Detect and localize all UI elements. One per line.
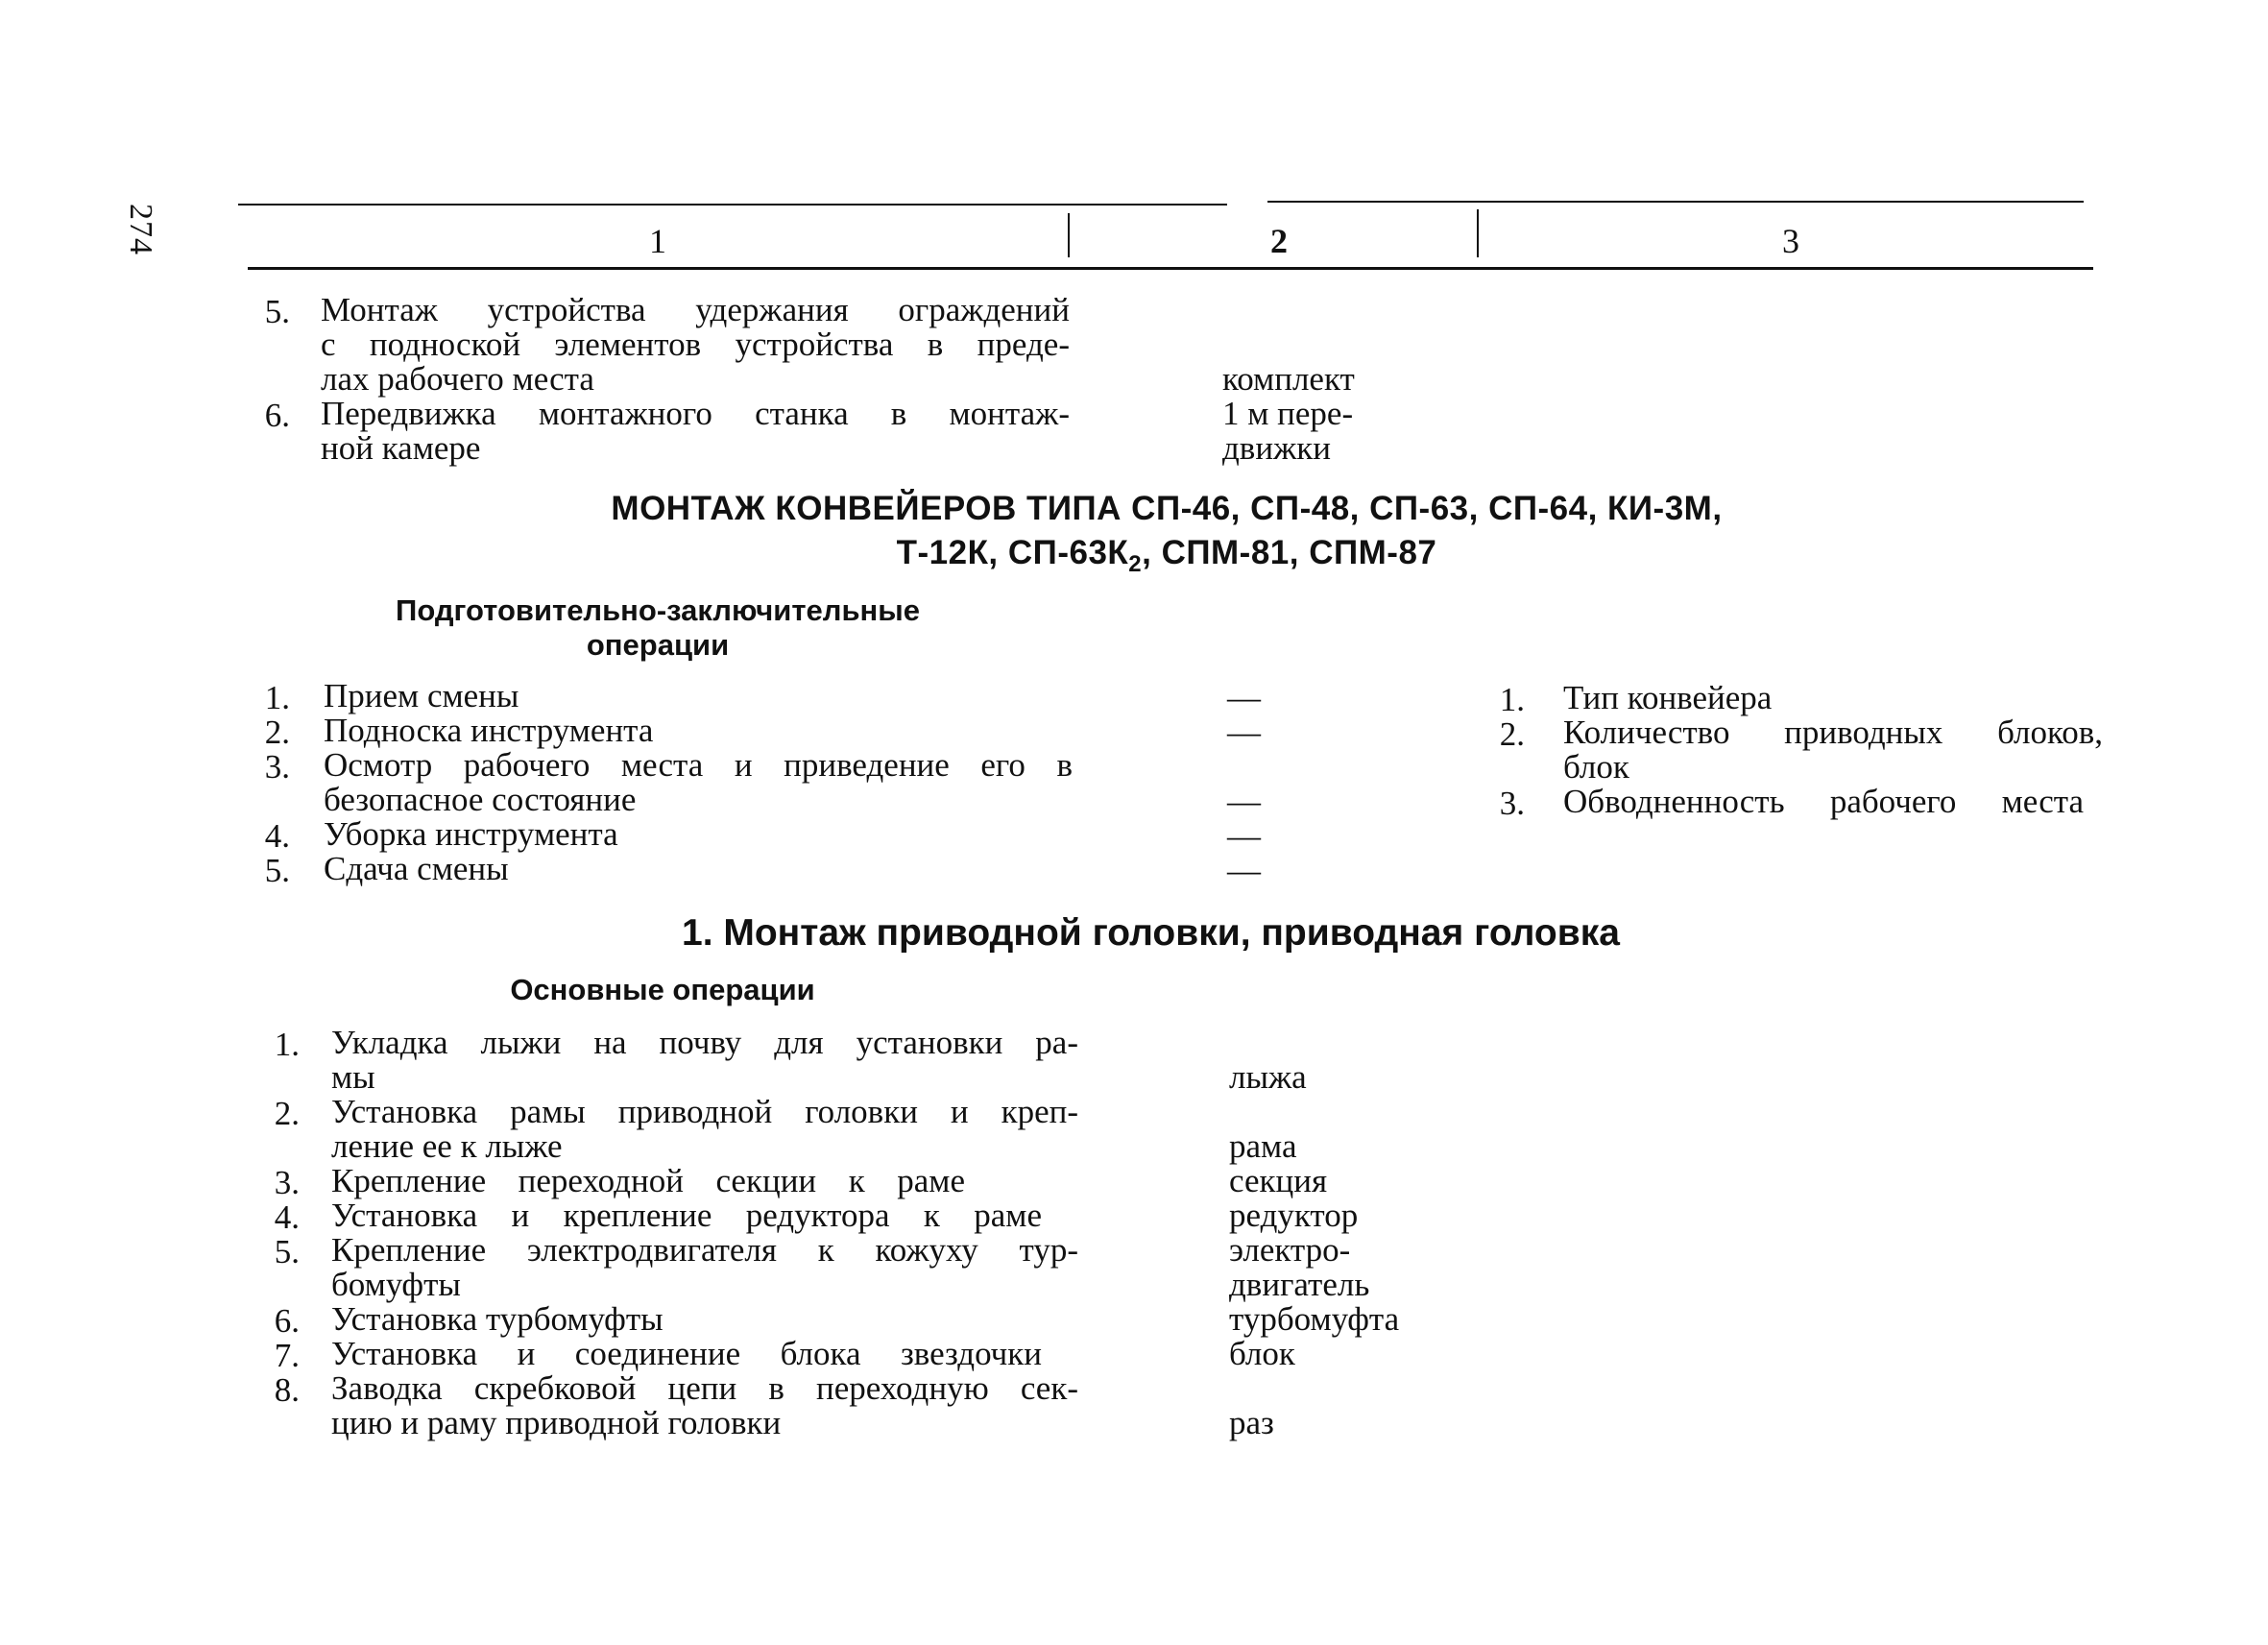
column-header-2: 2 (1270, 222, 1288, 260)
unit-value: раз (1229, 1404, 1274, 1441)
list-item: Передвижка монтажного станка в монтаж- ной камере (321, 395, 1070, 467)
list-item-number: 2. (274, 1095, 300, 1132)
main-heading-line-1: МОНТАЖ КОНВЕЙЕРОВ ТИПА СП-46, СП-48, СП-63, СП-64, КИ-3М, (611, 490, 1723, 527)
unit-dash: — (1227, 679, 1261, 716)
factor-number: 2. (1499, 715, 1525, 753)
column-header-3: 3 (1782, 222, 1799, 260)
list-item: Установка турбомуфты (331, 1300, 664, 1338)
factor-number: 1. (1499, 681, 1525, 718)
unit-value: блок (1229, 1335, 1295, 1372)
unit-value: 1 м пере- движки (1222, 395, 1354, 467)
list-item-number: 2. (264, 714, 290, 751)
header-rule-top-left (238, 204, 1227, 206)
list-item: Осмотр рабочего места и приведение его в безопасное состояние (324, 746, 1073, 818)
list-item: Установка рамы приводной головки и креп- ление ее к лыже (331, 1093, 1078, 1165)
unit-value: рама (1229, 1127, 1297, 1165)
list-item: Крепление электродвигателя к кожуху тур- бомуфты (331, 1231, 1078, 1303)
section-title: 1. Монтаж приводной головки, приводная головка (682, 912, 1620, 954)
factor-number: 3. (1499, 785, 1525, 822)
unit-dash: — (1227, 783, 1261, 820)
list-item-number: 4. (264, 817, 290, 855)
list-item: Прием смены (324, 677, 519, 714)
list-item-number: 1. (274, 1026, 300, 1063)
main-heading-line-2: Т-12К, $СП-63К_2$, СПМ-81, СПМ-87 (896, 534, 1437, 577)
unit-value: комплект (1222, 360, 1355, 398)
list-item: Монтаж устройства удержания ограждений с подноской элементов устройства в преде- лах рабочего места (321, 291, 1070, 398)
prep-heading: Подготовительно-заключительные операции (396, 593, 920, 662)
header-rule-top-right (1267, 201, 2084, 203)
unit-value: электро- двигатель (1229, 1231, 1370, 1303)
list-item-number: 5. (264, 293, 290, 330)
list-item: Установка и крепление редуктора к раме (331, 1197, 1042, 1234)
list-item-number: 6. (274, 1302, 300, 1340)
factor-item: Количество приводных блоков, блок (1563, 714, 2103, 786)
list-item-number: 7. (274, 1337, 300, 1374)
unit-value: секция (1229, 1162, 1328, 1199)
list-item-number: 5. (264, 852, 290, 889)
list-item-number: 3. (264, 748, 290, 786)
factor-item: Обводненность рабочего места (1563, 783, 2084, 820)
page-number: 274 (123, 204, 158, 255)
list-item-number: 3. (274, 1164, 300, 1201)
list-item-number: 4. (274, 1198, 300, 1236)
list-item: Сдача смены (324, 850, 509, 887)
unit-dash: — (1227, 817, 1261, 855)
list-item-number: 8. (274, 1371, 300, 1409)
list-item: Крепление переходной секции к раме (331, 1162, 965, 1199)
unit-dash: — (1227, 852, 1261, 889)
list-item: Установка и соединение блока звездочки (331, 1335, 1042, 1372)
header-divider-1 (1068, 213, 1070, 257)
main-ops-heading: Основные операции (510, 973, 815, 1006)
list-item: Заводка скребковой цепи в переходную сек- цию и раму приводной головки (331, 1369, 1078, 1441)
unit-value: редуктор (1229, 1197, 1359, 1234)
unit-dash: — (1227, 714, 1261, 751)
unit-value: турбомуфта (1229, 1300, 1400, 1338)
list-item: Укладка лыжи на почву для установки ра- мы (331, 1024, 1078, 1096)
unit-value: лыжа (1229, 1058, 1307, 1096)
list-item: Уборка инструмента (324, 815, 618, 853)
header-divider-2 (1477, 209, 1479, 257)
column-header-1: 1 (649, 222, 666, 260)
list-item-number: 1. (264, 679, 290, 716)
list-item-number: 5. (274, 1233, 300, 1270)
list-item: Подноска инструмента (324, 712, 654, 749)
factor-item: Тип конвейера (1563, 679, 1773, 716)
header-rule-bottom (248, 267, 2093, 270)
list-item-number: 6. (264, 397, 290, 434)
